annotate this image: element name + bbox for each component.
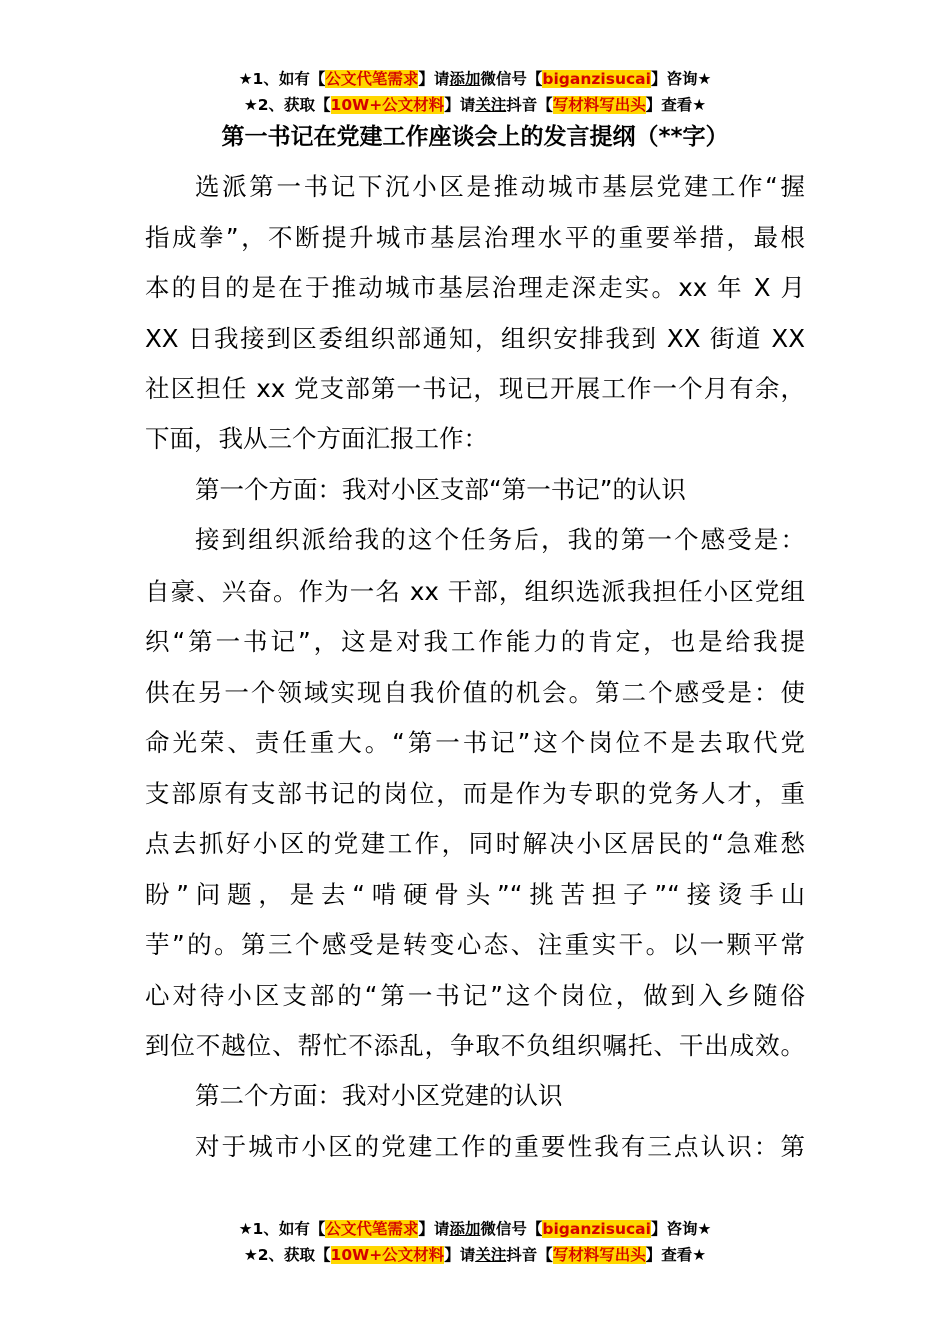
promo-line-2 — [0, 92, 950, 118]
promo-highlight: 10W+公文材料 — [330, 1246, 445, 1264]
promo-underlined: 添加 — [449, 70, 481, 88]
body-line: 织“第一书记”，这是对我工作能力的肯定，也是给我提 — [145, 627, 805, 656]
promo-text: 】查看★ — [645, 96, 707, 114]
promo-line-1 — [0, 66, 950, 92]
promo-banner-top — [0, 66, 950, 118]
promo-highlight: 公文代笔需求 — [325, 70, 419, 88]
body-line: 命光荣、责任重大。“第一书记”这个岗位不是去取代党 — [145, 728, 805, 757]
document-title: 第一书记在党建工作座谈会上的发言提纲（**字） — [221, 124, 729, 150]
body-line: 到位不越位、帮忙不添乱，争取不负组织嘱托、干出成效。 — [145, 1031, 805, 1060]
promo-text: ★2、获取【 — [243, 1246, 331, 1264]
promo-underlined: 关注 — [475, 1246, 507, 1264]
body-line: 心对待小区支部的“第一书记”这个岗位，做到入乡随俗 — [145, 981, 805, 1010]
promo-text: 】查看★ — [645, 1246, 707, 1264]
promo-text: 】咨询★ — [650, 70, 712, 88]
promo-text: 微信号【 — [480, 1220, 543, 1238]
promo-text: 】请 — [444, 1246, 476, 1264]
section-heading: 第一个方面：我对小区支部“第一书记”的认识 — [195, 475, 686, 504]
body-line: 盼”问题，是去“啃硬骨头”“挑苦担子”“接烫手山 — [145, 880, 805, 909]
body-line: 社区担任 xx 党支部第一书记，现已开展工作一个月有余， — [145, 374, 805, 403]
promo-highlight: 10W+公文材料 — [330, 96, 445, 114]
promo-banner-bottom — [0, 1216, 950, 1268]
promo-wechat-id: biganzisucai — [542, 1220, 651, 1238]
body-line: 接到组织派给我的这个任务后，我的第一个感受是： — [195, 525, 805, 554]
body-line: 自豪、兴奋。作为一名 xx 干部，组织选派我担任小区党组 — [145, 577, 805, 606]
promo-text: 微信号【 — [480, 70, 543, 88]
promo-line-1 — [0, 1216, 950, 1242]
promo-douyin-name: 写材料写出头 — [552, 96, 646, 114]
promo-text: 抖音【 — [506, 96, 553, 114]
promo-douyin-name: 写材料写出头 — [552, 1246, 646, 1264]
promo-text: 】请 — [418, 70, 450, 88]
body-line: 本的目的是在于推动城市基层治理走深走实。xx 年 X 月 — [145, 273, 805, 302]
body-line: 选派第一书记下沉小区是推动城市基层党建工作“握 — [195, 172, 805, 201]
body-line: 对于城市小区的党建工作的重要性我有三点认识：第 — [195, 1132, 805, 1161]
promo-text: ★2、获取【 — [243, 96, 331, 114]
promo-line-2 — [0, 1242, 950, 1268]
section-heading: 第二个方面：我对小区党建的认识 — [195, 1081, 563, 1110]
body-line: 支部原有支部书记的岗位，而是作为专职的党务人才，重 — [145, 779, 805, 808]
promo-text: 抖音【 — [506, 1246, 553, 1264]
body-line: 芋”的。第三个感受是转变心态、注重实干。以一颗平常 — [145, 930, 805, 959]
body-line: 指成拳”，不断提升城市基层治理水平的重要举措，最根 — [145, 223, 805, 252]
body-line: 供在另一个领域实现自我价值的机会。第二个感受是：使 — [145, 678, 805, 707]
promo-text: ★1、如有【 — [238, 70, 326, 88]
promo-wechat-id: biganzisucai — [542, 70, 651, 88]
body-line: 点去抓好小区的党建工作，同时解决小区居民的“急难愁 — [145, 829, 805, 858]
promo-highlight: 公文代笔需求 — [325, 1220, 419, 1238]
body-line: 下面，我从三个方面汇报工作： — [145, 424, 488, 453]
promo-text: 】请 — [444, 96, 476, 114]
body-line: XX 日我接到区委组织部通知，组织安排我到 XX 街道 XX — [145, 324, 805, 353]
promo-underlined: 添加 — [449, 1220, 481, 1238]
promo-underlined: 关注 — [475, 96, 507, 114]
promo-text: 】咨询★ — [650, 1220, 712, 1238]
promo-text: 】请 — [418, 1220, 450, 1238]
promo-text: ★1、如有【 — [238, 1220, 326, 1238]
